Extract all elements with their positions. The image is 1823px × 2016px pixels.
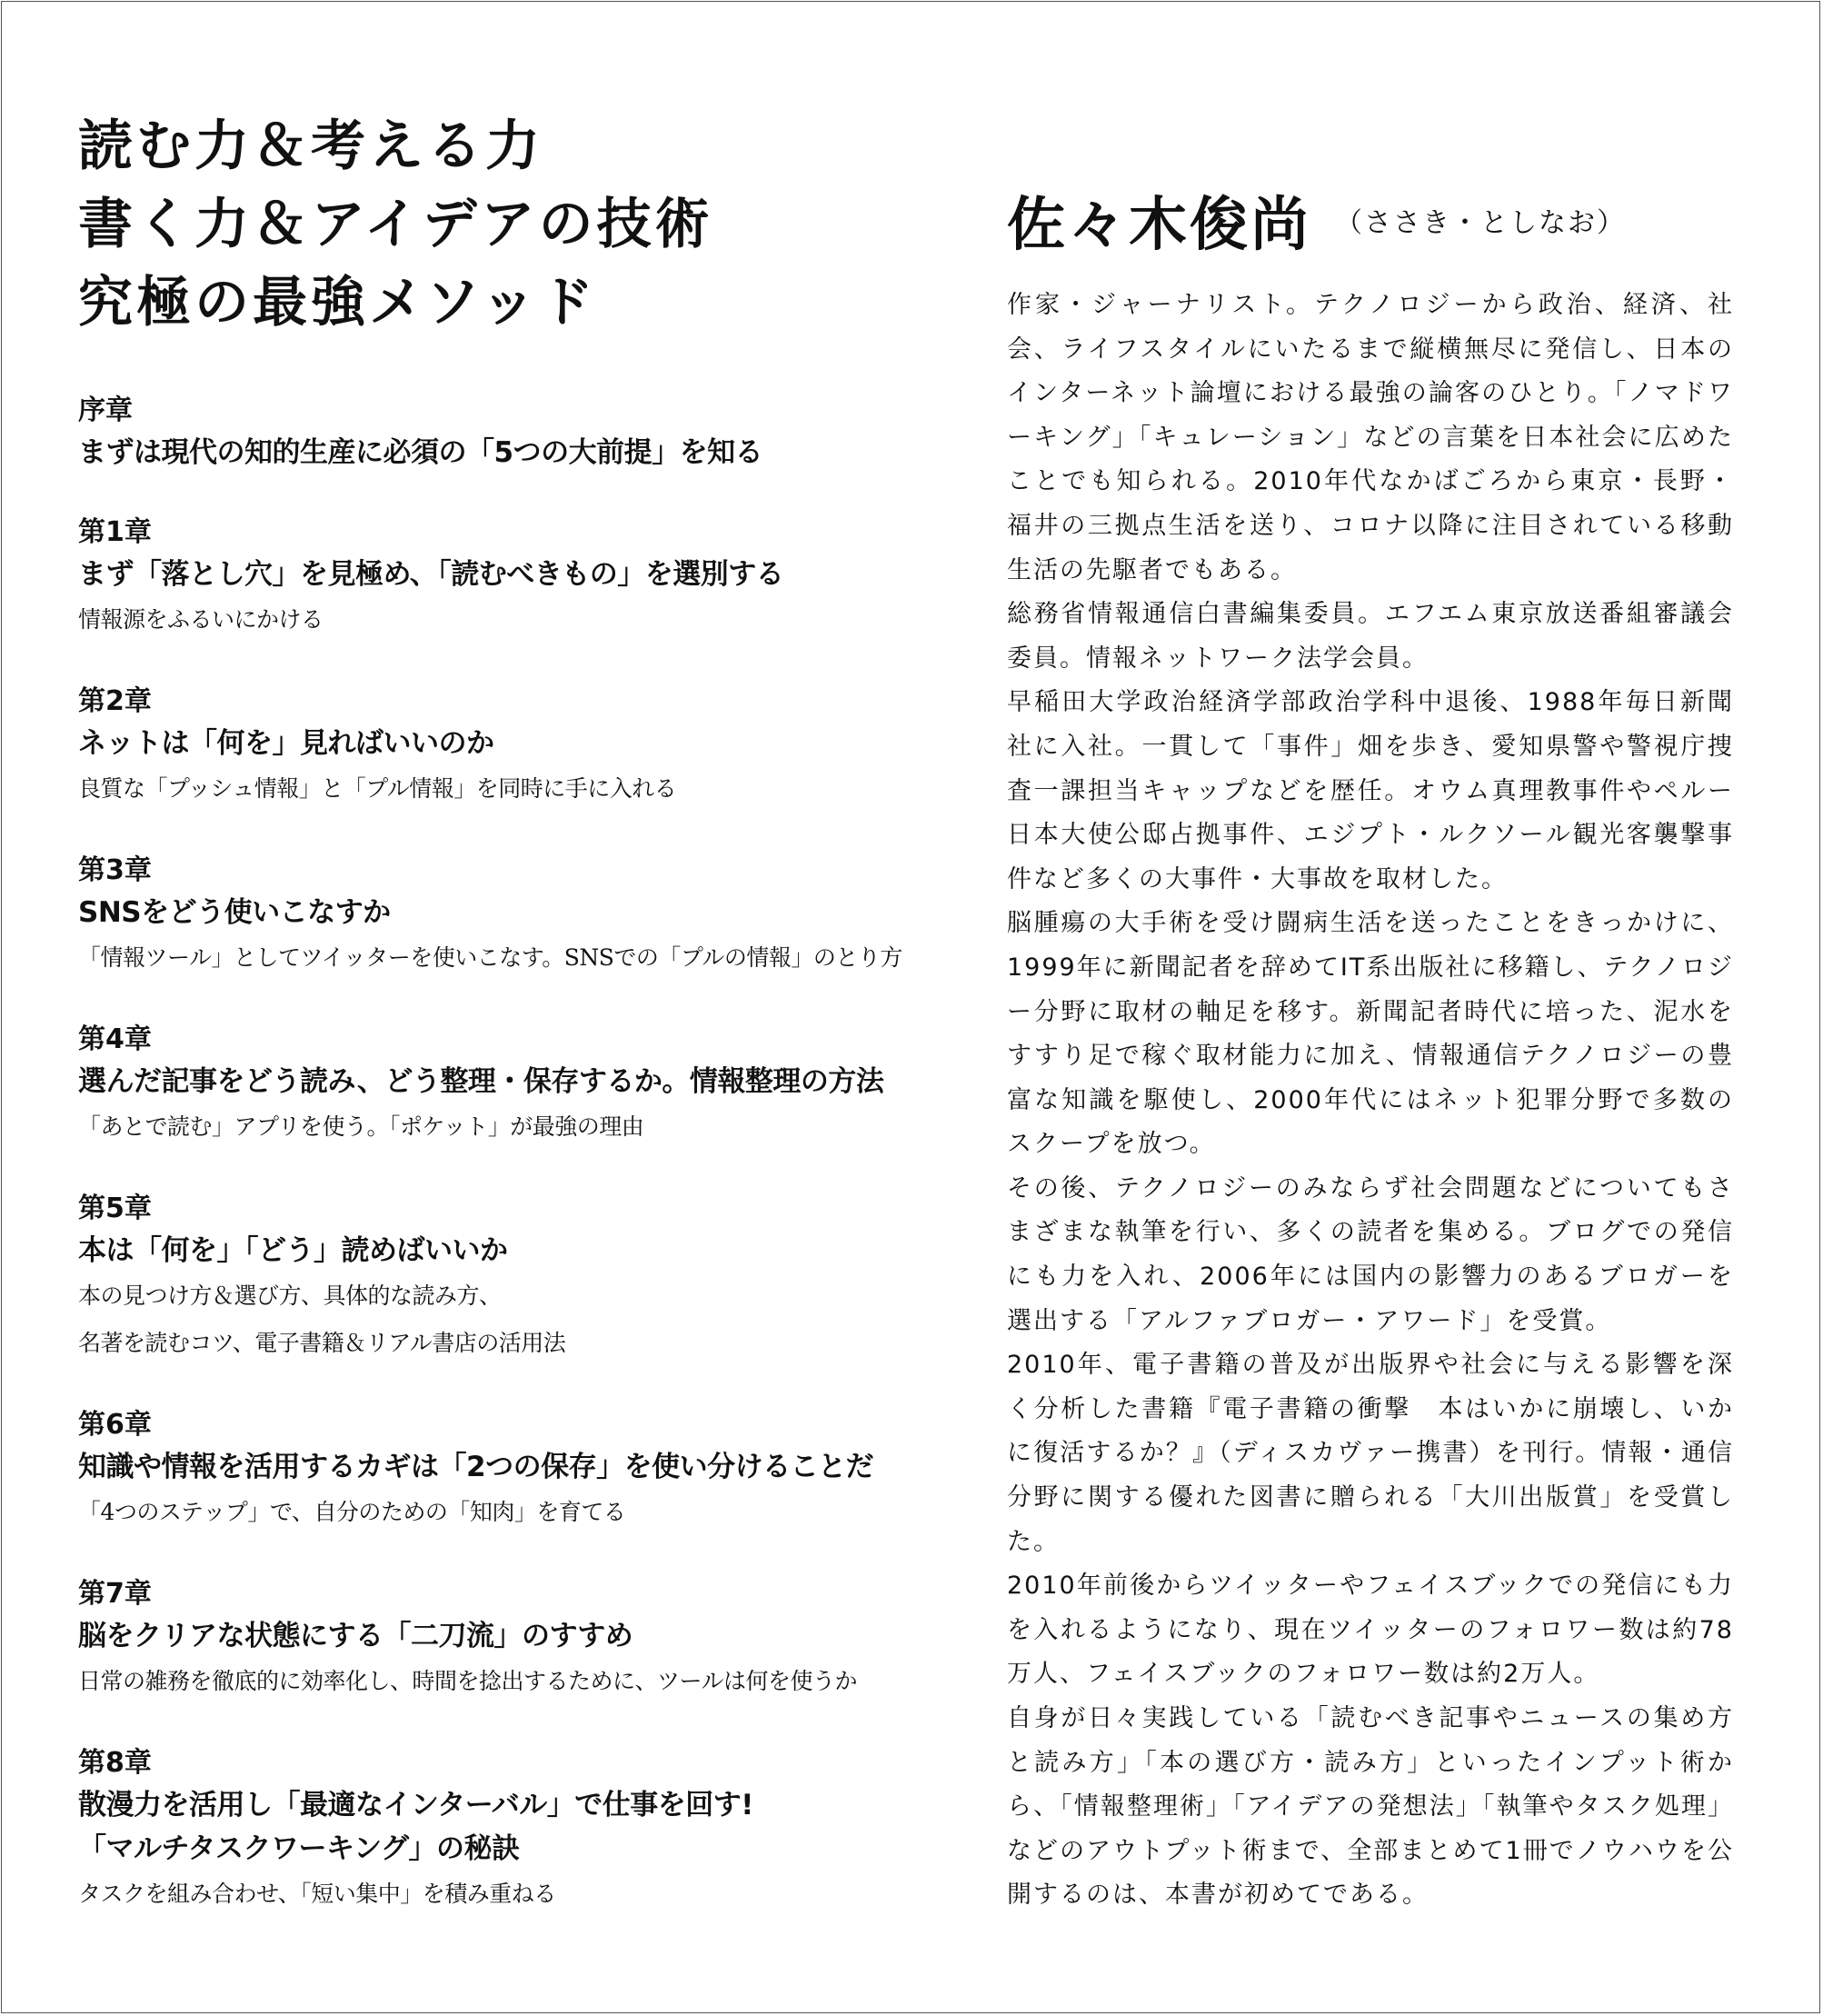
author-biography bbox=[1007, 284, 1734, 1918]
author-profile bbox=[1007, 178, 1734, 1918]
chapter-title: 知識や情報を活用するカギは「2つの保存」を使い分けることだ bbox=[78, 1451, 874, 1483]
chapter-6 bbox=[78, 1405, 951, 1536]
bio-paragraph: 脳腫瘍の大手術を受け闘病生活を送ったことをきっかけに、1999年に新聞記者を辞めてIT系出版社に移籍し、テクノロジー分野に取材の軸足を移す。新聞記者時代に培った、泥水をすすり足で稼ぐ取材能力に加え、情報通信テクノロジーの豊富な知識を駆使し、2000年代にはネット犯罪分野で多数のスクープを放つ。 bbox=[1007, 909, 1734, 1159]
chapter-subtitle: タスクを組み合わせ、「短い集中」を積み重ねる bbox=[78, 1881, 556, 1907]
chapter-8 bbox=[78, 1743, 951, 1918]
chapter-label: 第1章 bbox=[78, 516, 152, 548]
author-heading bbox=[1007, 178, 1734, 262]
chapter-1 bbox=[78, 513, 951, 644]
chapter-title: 「マルチタスクワーキング」の秘訣 bbox=[78, 1832, 520, 1865]
book-title-line: 究極の最強メソッド bbox=[78, 271, 598, 334]
chapter-subtitle: 本の見つけ方＆選び方、具体的な読み方、 bbox=[78, 1282, 502, 1309]
chapter-label: 第3章 bbox=[78, 854, 152, 886]
chapter-subtitle: 「あとで読む」アプリを使う。「ポケット」が最強の理由 bbox=[78, 1113, 644, 1140]
chapter-title: 選んだ記事をどう読み、どう整理・保存するか。情報整理の方法 bbox=[78, 1065, 884, 1098]
chapter-subtitle: 日常の雑務を徹底的に効率化し、時間を捻出するために、ツールは何を使うか bbox=[78, 1668, 858, 1694]
author-name-reading: （ささき・としなお） bbox=[1335, 207, 1626, 239]
chapter-title: 脳をクリアな状態にする「二刀流」のすすめ bbox=[78, 1620, 633, 1652]
author-name: 佐々木俊尚 bbox=[1007, 192, 1311, 259]
chapter-label: 第2章 bbox=[78, 685, 152, 717]
book-title-line: 書く力＆アイデアの技術 bbox=[78, 193, 713, 256]
chapter-label: 第6章 bbox=[78, 1409, 152, 1441]
chapter-title: 散漫力を活用し「最適なインターバル」で仕事を回す! bbox=[78, 1789, 753, 1821]
book-title-line: 読む力＆考える力 bbox=[78, 115, 543, 178]
chapter-subtitle: 情報源をふるいにかける bbox=[78, 606, 324, 633]
chapter-title: まずは現代の知的生産に必須の「5つの大前提」を知る bbox=[78, 436, 763, 469]
chapter-title: ネットは「何を」見ればいいのか bbox=[78, 727, 494, 760]
bio-paragraph: 自身が日々実践している「読むべき記事やニュースの集め方と読み方」「本の選び方・読み方」といったインプット術から、「情報整理術」「アイデアの発想法」「執筆やタスク処理」などのアウトプット術まで、全部まとめて1冊でノウハウを公開するのは、本書が初めてである。 bbox=[1007, 1704, 1734, 1910]
chapter-title: SNSをどう使いこなすか bbox=[78, 896, 391, 929]
chapter-label: 第8章 bbox=[78, 1747, 152, 1779]
chapter-subtitle: 良質な「プッシュ情報」と「プル情報」を同時に手に入れる bbox=[78, 775, 677, 802]
chapter-2 bbox=[78, 682, 951, 813]
bio-paragraph: 作家・ジャーナリスト。テクノロジーから政治、経済、社会、ライフスタイルにいたるまで縦横無尽に発信し、日本のインターネット論壇における最強の論客のひとり。「ノマドワーキング」「キュレーション」などの言葉を日本社会に広めたことでも知られる。2010年代なかばごろから東京・長野・福井の三拠点生活を送り、コロナ以降に注目されている移動生活の先駆者でもある。 bbox=[1007, 291, 1734, 584]
chapter-label: 第7章 bbox=[78, 1578, 152, 1610]
bio-paragraph: 早稲田大学政治経済学部政治学科中退後、1988年毎日新聞社に入社。一貫して「事件」畑を歩き、愛知県警や警視庁捜査一課担当キャップなどを歴任。オウム真理教事件やペルー日本大使公邸占拠事件、エジプト・ルクソール観光客襲撃事件など多くの大事件・大事故を取材した。 bbox=[1007, 688, 1734, 893]
table-of-contents bbox=[78, 391, 951, 1918]
chapter-label: 序章 bbox=[78, 394, 133, 426]
left-column bbox=[78, 107, 951, 1956]
chapter-title: 本は「何を」「どう」読めばいいか bbox=[78, 1234, 508, 1267]
chapter-label: 第4章 bbox=[78, 1023, 152, 1055]
chapter-title: まず「落とし穴」を見極め、「読むべきもの」を選別する bbox=[78, 558, 784, 591]
book-title bbox=[78, 107, 951, 342]
chapter-subtitle: 名著を読むコツ、電子書籍＆リアル書店の活用法 bbox=[78, 1330, 566, 1356]
chapter-5 bbox=[78, 1189, 951, 1367]
bio-paragraph: 総務省情報通信白書編集委員。エフエム東京放送番組審議会委員。情報ネットワーク法学会員。 bbox=[1007, 600, 1734, 673]
chapter-subtitle: 「情報ツール」としてツイッターを使いこなす。SNSでの「プルの情報」のとり方 bbox=[78, 944, 902, 971]
chapter-label: 第5章 bbox=[78, 1193, 152, 1224]
bio-paragraph: 2010年、電子書籍の普及が出版界や社会に与える影響を深く分析した書籍『電子書籍の衝撃 本はいかに崩壊し、いかに復活するか？』（ディスカヴァー携書）を刊行。情報・通信分野に関する優れた図書に贈られる「大川出版賞」を受賞した。 bbox=[1007, 1351, 1734, 1556]
chapter-4 bbox=[78, 1020, 951, 1151]
bio-paragraph: その後、テクノロジーのみならず社会問題などについてもさまざまな執筆を行い、多くの読者を集める。ブログでの発信にも力を入れ、2006年には国内の影響力のあるブロガーを選出する「アルファブロガー・アワード」を受賞。 bbox=[1007, 1173, 1734, 1335]
chapter-3 bbox=[78, 851, 951, 982]
chapter-prologue bbox=[78, 391, 951, 474]
bio-paragraph: 2010年前後からツイッターやフェイスブックでの発信にも力を入れるようになり、現在ツイッターのフォロワー数は約78万人、フェイスブックのフォロワー数は約2万人。 bbox=[1007, 1572, 1734, 1689]
chapter-7 bbox=[78, 1574, 951, 1705]
chapter-subtitle: 「4つのステップ」で、自分のための「知肉」を育てる bbox=[78, 1499, 626, 1525]
